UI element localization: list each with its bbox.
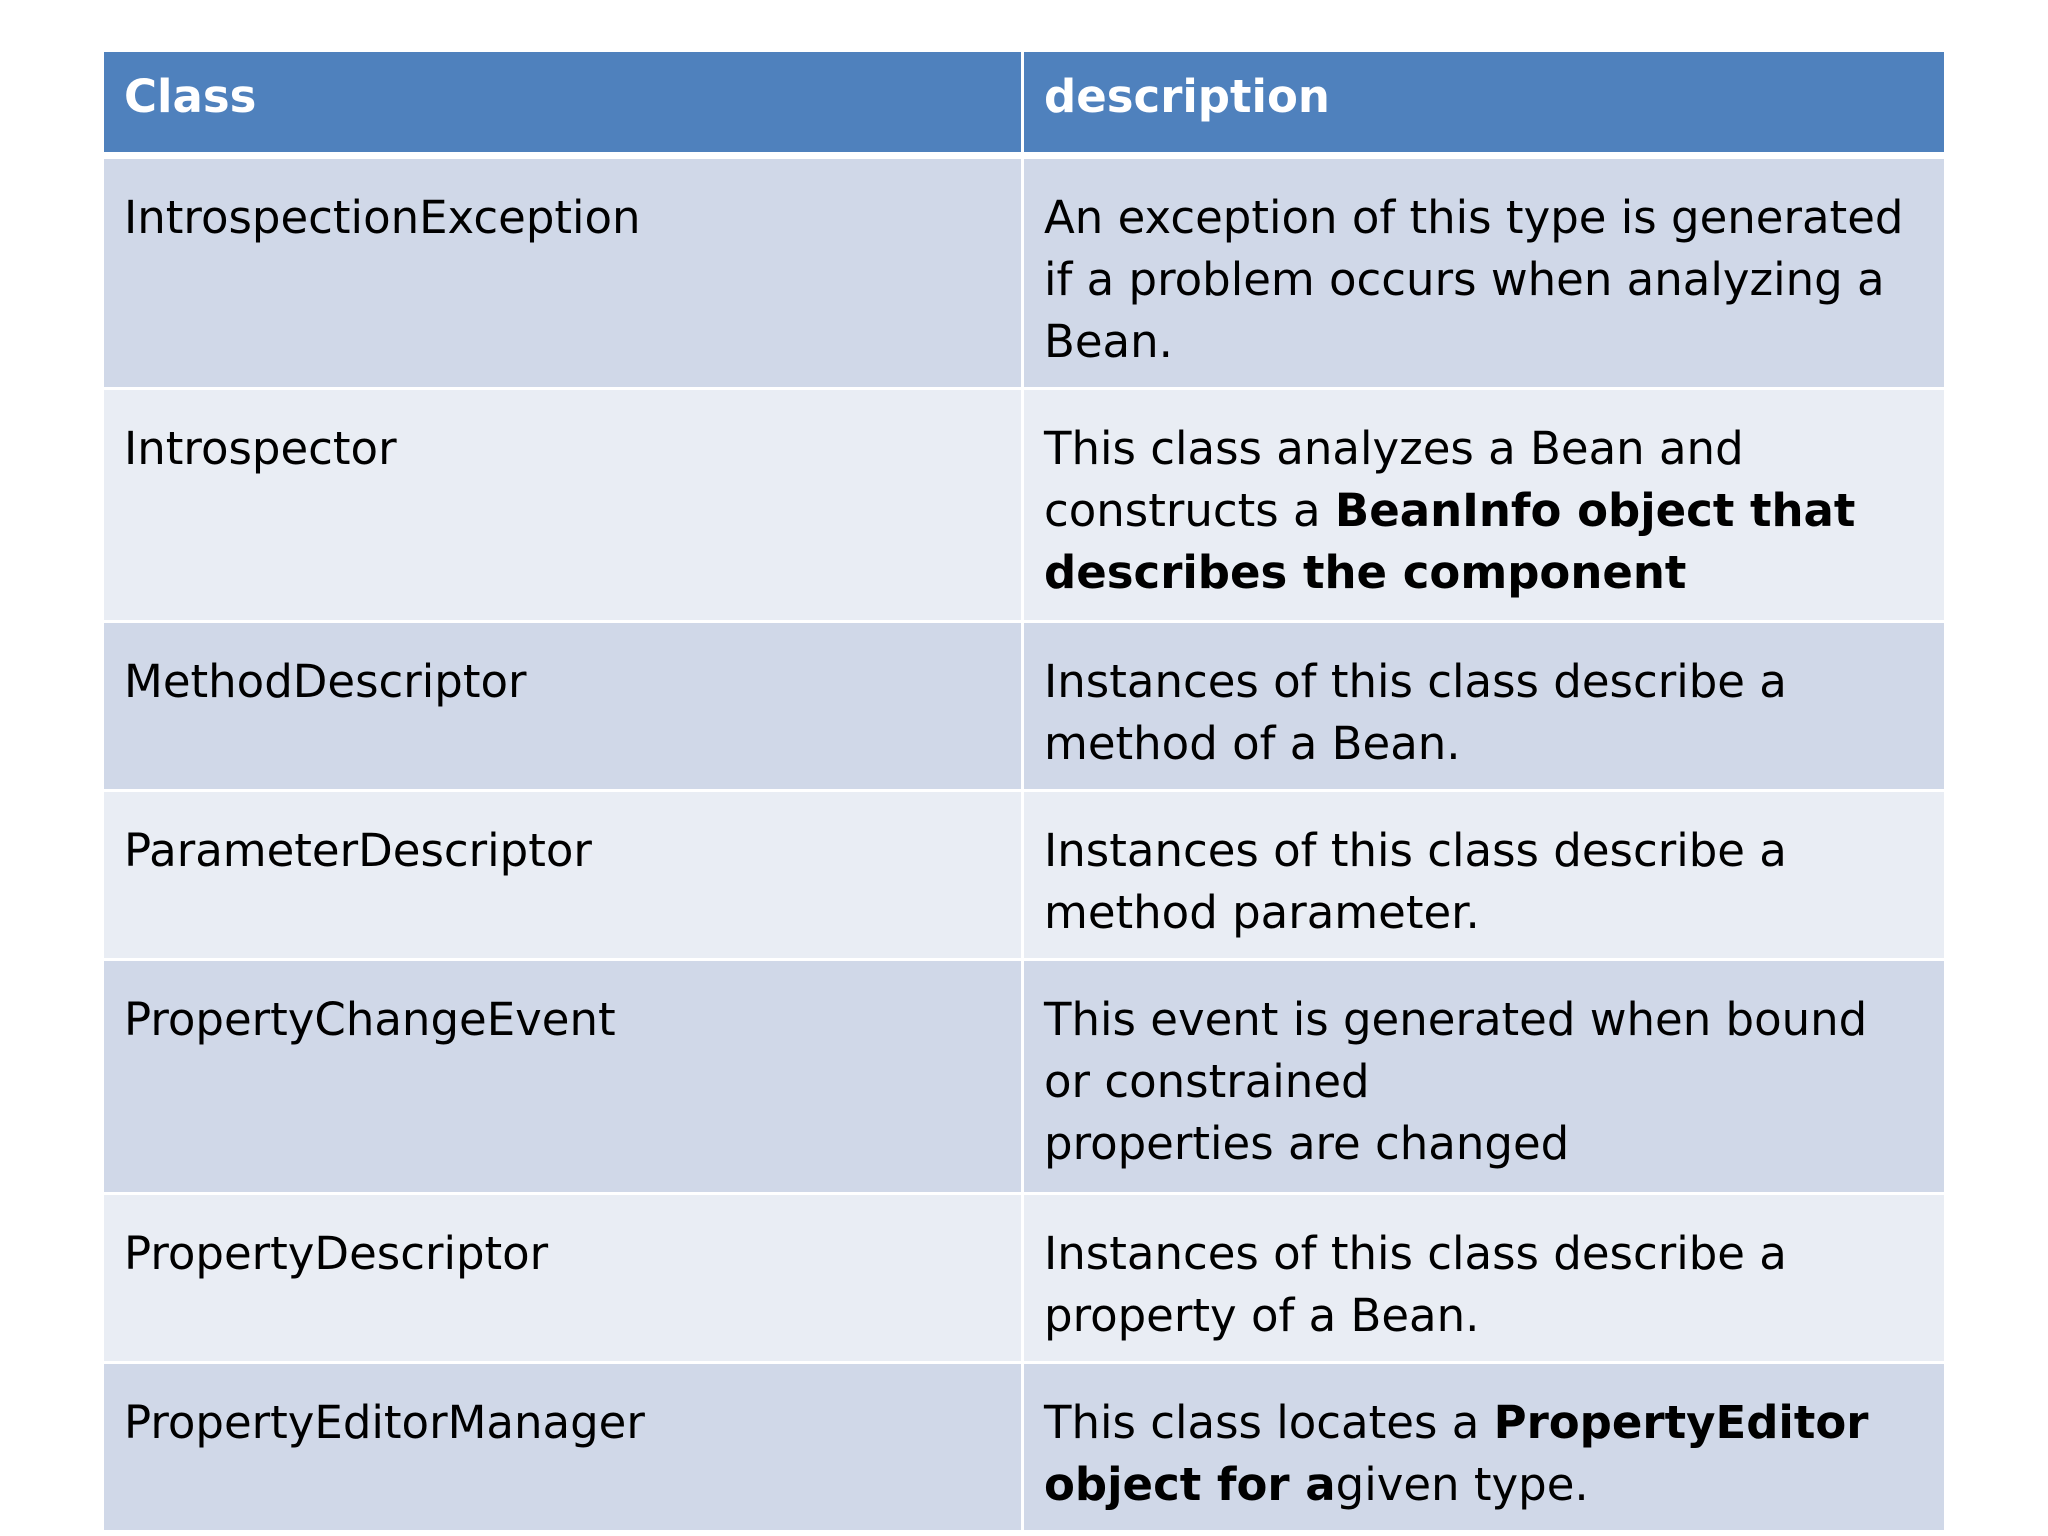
description-cell: Instances of this class describe a property of a Bean. [1024, 1195, 1944, 1364]
table-row [104, 792, 1944, 961]
description-cell [1024, 961, 1944, 1195]
description-cell: Instances of this class describe a method parameter. [1024, 792, 1944, 961]
header-class: Class [104, 52, 1024, 159]
description-cell [1024, 390, 1944, 623]
table-row [104, 159, 1944, 390]
table-row [104, 1364, 1944, 1533]
description-cell: An exception of this type is generated if a problem occurs when analyzing a Bean. [1024, 159, 1944, 390]
description-text: This class analyzes a Bean and constructs a [1044, 422, 1744, 537]
description-text-line1: This event is generated when bound or constrained [1044, 993, 1868, 1108]
class-name-cell: IntrospectionException [104, 159, 1024, 390]
description-bold-text: PropertyEditor object for a [1044, 1396, 1869, 1511]
description-text: This class locates a [1044, 1396, 1494, 1449]
table-header-row [104, 52, 1944, 159]
class-name-cell: PropertyEditorManager [104, 1364, 1024, 1533]
classes-table [104, 52, 1944, 1533]
header-description: description [1024, 52, 1944, 159]
class-name-cell: Introspector [104, 390, 1024, 623]
table-row [104, 1195, 1944, 1364]
class-name-cell: PropertyDescriptor [104, 1195, 1024, 1364]
description-cell: Instances of this class describe a method of a Bean. [1024, 623, 1944, 792]
table-row [104, 961, 1944, 1195]
table-row [104, 623, 1944, 792]
description-bold-text: BeanInfo object that describes the component [1044, 484, 1856, 599]
class-name-cell: PropertyChangeEvent [104, 961, 1024, 1195]
class-name-cell: ParameterDescriptor [104, 792, 1024, 961]
description-cell [1024, 1364, 1944, 1533]
description-text-suffix: given type. [1335, 1458, 1589, 1511]
class-name-cell: MethodDescriptor [104, 623, 1024, 792]
table-row [104, 390, 1944, 623]
description-text-line2: properties are changed [1044, 1117, 1570, 1170]
